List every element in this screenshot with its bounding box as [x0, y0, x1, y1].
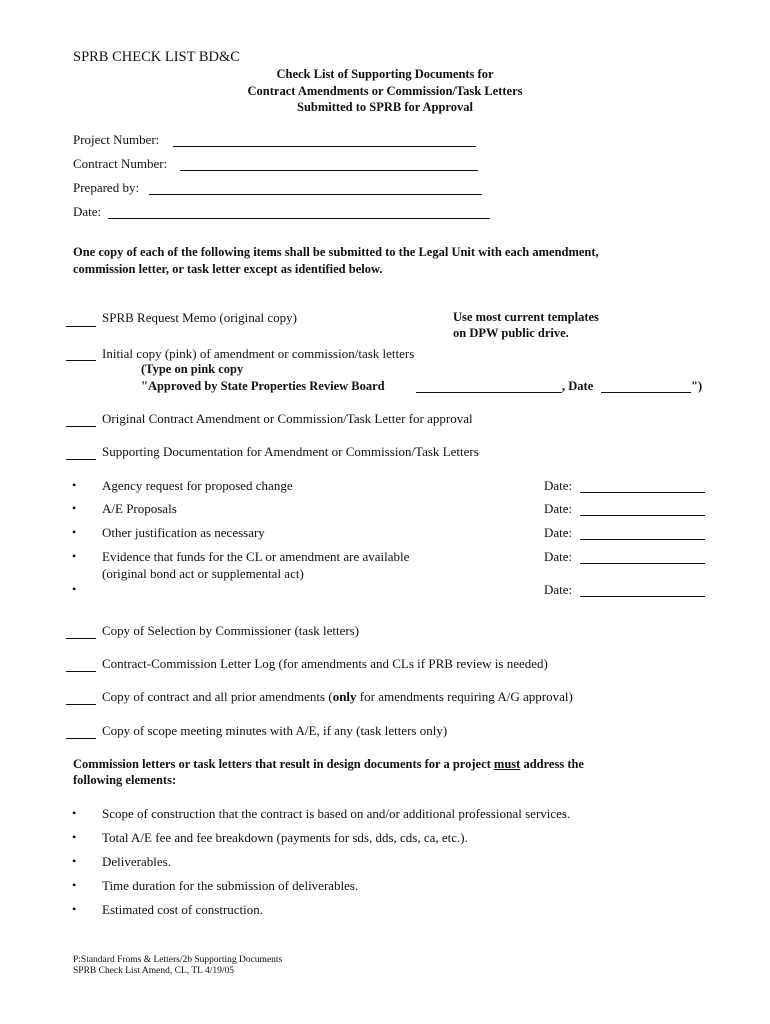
prepared-by-label: Prepared by: [73, 180, 140, 195]
approved-stamp-field[interactable] [416, 392, 562, 393]
initial-copy-label: Initial copy (pink) of amendment or commission/task letters [102, 346, 415, 361]
bullet: • [72, 549, 77, 563]
original-contract-checkbox[interactable] [66, 426, 96, 427]
title-line-1: Check List of Supporting Documents for [276, 67, 494, 81]
design-docs-item: Total A/E fee and fee breakdown (payments for sds, dds, cds, ca, etc.). [102, 830, 468, 845]
supporting-item-date-label: Date: [544, 549, 573, 564]
bullet: • [72, 478, 77, 492]
template-note-line-1: Use most current templates [453, 310, 599, 324]
supporting-item-date-field[interactable] [580, 539, 705, 540]
title-line-2: Contract Amendments or Commission/Task Letters [247, 83, 523, 98]
copy-contract-text-pre: Copy of contract and all prior amendments ( [102, 689, 333, 704]
design-docs-item: Estimated cost of construction. [102, 902, 264, 917]
supporting-item-date-field[interactable] [580, 563, 705, 564]
pink-copy-note: (Type on pink copy [141, 362, 244, 376]
design-docs-intro [73, 756, 584, 772]
copy-selection-label: Copy of Selection by Commissioner (task letters) [102, 623, 360, 638]
original-contract-label: Original Contract Amendment or Commission/Task Letter for approval [102, 411, 473, 426]
supporting-item-date-label: Date: [544, 582, 573, 597]
stamp-date-label: , Date [562, 379, 594, 393]
supporting-item-date-label: Date: [544, 525, 573, 540]
document-id: SPRB CHECK LIST BD&C [73, 49, 240, 65]
design-docs-item: Deliverables. [102, 854, 171, 869]
supporting-item-date-field[interactable] [580, 515, 705, 516]
copy-contract-label [102, 688, 573, 705]
copy-selection-checkbox[interactable] [66, 638, 96, 639]
bullet: • [72, 501, 77, 515]
contract-number-label: Contract Number: [73, 156, 168, 171]
project-number-field[interactable] [173, 146, 476, 147]
supporting-item-label: Agency request for proposed change [102, 478, 293, 493]
contract-number-field[interactable] [180, 170, 478, 171]
approved-stamp-label: "Approved by State Properties Review Board [141, 379, 385, 393]
footer-line-2: SPRB Check List Amend, CL, TL 4/19/05 [73, 966, 234, 976]
date-label: Date: [73, 204, 102, 219]
supporting-item-date-label: Date: [544, 501, 573, 516]
stamp-date-field[interactable] [601, 392, 691, 393]
supporting-item-date-label: Date: [544, 478, 573, 493]
supporting-item-label: Evidence that funds for the CL or amendment are available [102, 549, 410, 564]
cl-log-label: Contract-Commission Letter Log (for amendments and CLs if PRB review is needed) [102, 656, 548, 671]
bullet: • [72, 878, 77, 892]
design-docs-intro-underlined: must [493, 757, 521, 771]
design-docs-intro-post: address the [520, 757, 584, 771]
supporting-docs-checkbox[interactable] [66, 459, 96, 460]
prepared-by-field[interactable] [149, 194, 482, 195]
stamp-close-quote: ") [691, 379, 703, 393]
design-docs-intro-pre: Commission letters or task letters that result in design documents for a project [73, 757, 494, 771]
scope-minutes-checkbox[interactable] [66, 738, 96, 739]
bullet: • [72, 830, 77, 844]
request-memo-label: SPRB Request Memo (original copy) [102, 310, 297, 325]
supporting-item-label: Other justification as necessary [102, 525, 265, 540]
instructions-line-1: One copy of each of the following items shall be submitted to the Legal Unit with each amendment, [73, 245, 599, 259]
copy-contract-text-post: for amendments requiring A/G approval) [356, 689, 573, 704]
copy-contract-checkbox[interactable] [66, 704, 96, 705]
supporting-item-date-field[interactable] [580, 492, 705, 493]
bullet: • [72, 582, 77, 596]
initial-copy-checkbox[interactable] [66, 360, 96, 361]
supporting-item-label: A/E Proposals [102, 501, 177, 516]
project-number-label: Project Number: [73, 132, 160, 147]
title-line-3: Submitted to SPRB for Approval [297, 100, 473, 114]
bullet: • [72, 806, 77, 820]
cl-log-checkbox[interactable] [66, 671, 96, 672]
supporting-item-label-line-2: (original bond act or supplemental act) [102, 566, 304, 581]
design-docs-intro-line-2: following elements: [73, 773, 177, 787]
instructions-line-2: commission letter, or task letter except as identified below. [73, 262, 383, 276]
request-memo-checkbox[interactable] [66, 326, 96, 327]
design-docs-item: Scope of construction that the contract is based on and/or additional professional services. [102, 806, 571, 821]
bullet: • [72, 854, 77, 868]
template-note-line-2: on DPW public drive. [453, 326, 569, 340]
bullet: • [72, 902, 77, 916]
date-field[interactable] [108, 218, 490, 219]
scope-minutes-label: Copy of scope meeting minutes with A/E, if any (task letters only) [102, 723, 448, 738]
footer-line-1: P:Standard Froms & Letters/2b Supporting Documents [73, 955, 283, 965]
copy-contract-text-bold: only [332, 689, 357, 704]
bullet: • [72, 525, 77, 539]
supporting-docs-label: Supporting Documentation for Amendment or Commission/Task Letters [102, 444, 479, 459]
design-docs-item: Time duration for the submission of deliverables. [102, 878, 359, 893]
supporting-item-date-field[interactable] [580, 596, 705, 597]
document-title [0, 66, 770, 116]
